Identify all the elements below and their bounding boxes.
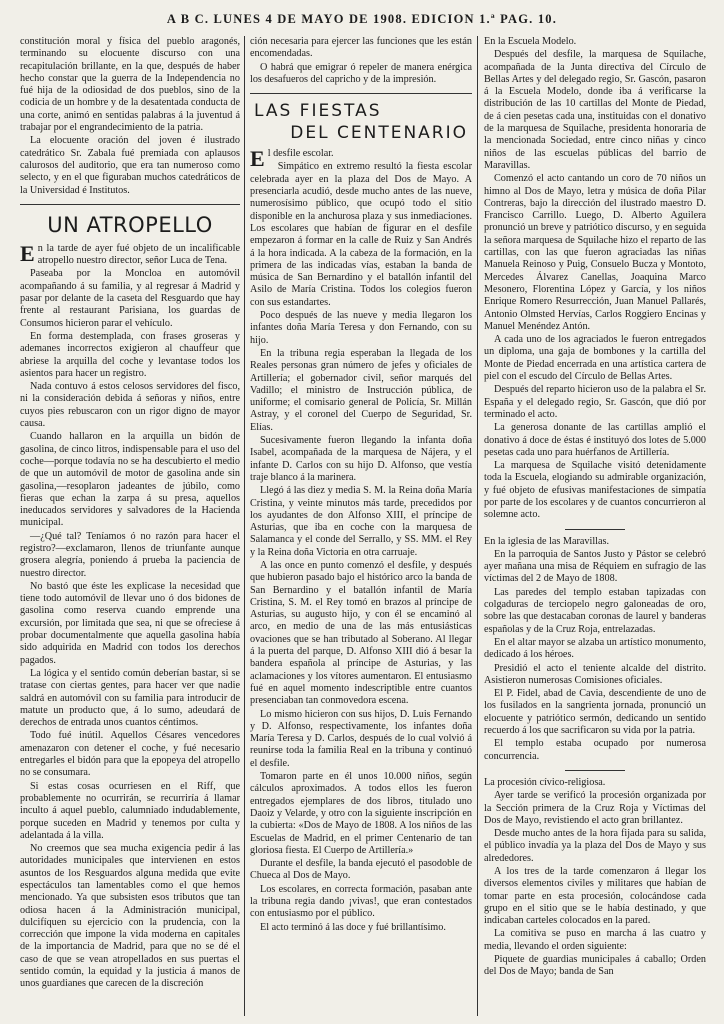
column-rule xyxy=(477,36,478,1016)
article-paragraph: Llegó á las diez y media S. M. la Reina doña María Cristina, y veinte minutos más tarde, precedidos por los ayudantes de don Alfonso XIII, el príncipe de Asturias, que iba en coche con la marquesa de Salamanca y el conde del Serrallo, y SS. MM. el Rey y la Reina doña Victoria en otra carruaje. xyxy=(250,485,472,558)
article-paragraph: Simpático en extremo resultó la fiesta escolar celebrada ayer en la plaza del Dos de Mayo. A presenciarla acudió, desde mucho antes de las nueve, numerosísimo público, que ocupó todo el sitio disponible en la anchurosa plaza y sus inmediaciones. Los escolares que habían de figurar en el desfile empezaron á formar en la calle de Ruiz y San Andrés á la hora indicada. A la cabeza de la formación, en la primera de las indicadas vías, estaban la banda de música de San Bernardino y el batallón infantil del Asilo de María Cristina. Todos los colegios fueron con sus estandartes. xyxy=(250,161,472,308)
column-1 xyxy=(20,36,240,1016)
article-paragraph: Lo mismo hicieron con sus hijos, D. Luis Fernando y D. Alfonso, respectivamente, los infantes doña María Teresa y D. Carlos, después de lo cual volvió á reunirse toda la familia Real en la tribuna y continuó el desfile. xyxy=(250,708,472,769)
article-paragraph: Las paredes del templo estaban tapizadas con colgaduras de terciopelo negro galoneadas de oro, sobre las que destacaban coronas de laurel y banderas españolas y de la Cruz Roja, entrelazadas. xyxy=(484,586,706,635)
article-paragraph: La marquesa de Squilache visitó detenidamente toda la Escuela, elogiando su admirable organización, y fué objeto de efusivas manifestaciones de simpatía por parte de los escolares y de cuantos concurrieron al solemne acto. xyxy=(484,460,706,521)
page-header: A B C. LUNES 4 DE MAYO DE 1908. EDICION 1.ª PAG. 10. xyxy=(166,12,558,26)
drop-cap: E xyxy=(20,240,35,266)
section-subhead: En la Escuela Modelo. xyxy=(484,36,577,47)
section-subhead: En la iglesia de las Maravillas. xyxy=(484,535,610,547)
article-paragraph: Si estas cosas ocurriesen en el Riff, que probablemente no ocurrirán, se recurriría á llamar inculto á aquel pueblo, calumniado indudablemente, porque suceden en Madrid y tenemos por culta y adelantada á la villa. xyxy=(20,780,240,841)
article-continuation: ción necesaria para ejercer las funciones que les están encomendadas. xyxy=(250,36,472,60)
separator xyxy=(565,529,625,530)
article-paragraph: A los tres de la tarde comenzaron á llegar los diversos elementos civiles y militares que habían de tomar parte en esta procesión, colocándose cada grupo en el sitio que se le había destinado, y que indicaban carteles colocados en la pared. xyxy=(484,866,706,927)
article-paragraph: El templo estaba ocupado por numerosa concurrencia. xyxy=(484,738,706,762)
article-paragraph: Presidió el acto el teniente alcalde del distrito. Asistieron numerosas Comisiones oficiales. xyxy=(484,662,706,686)
section-subhead: La procesión cívico-religiosa. xyxy=(484,776,606,788)
article-paragraph: La lógica y el sentido común deberían bastar, si se tratase con ciertas gentes, para hacer ver que nadie saldrá en automóvil con su familia para introducir de matute un producto que, á lo sumo, adeudará de derechos de entrada unos cuantos céntimos. xyxy=(20,667,240,729)
article-paragraph: Desde mucho antes de la hora fijada para su salida, el público invadía ya la plaza del Dos de Mayo y sus alrededores. xyxy=(484,828,706,864)
column-3 xyxy=(484,36,706,1016)
article-paragraph: La generosa donante de las cartillas amplió el donativo á doce de éstas é instituyó dos lotes de 5.000 pesetas cada uno para huérfanos de Artillería. xyxy=(484,422,706,458)
article-paragraph: Nada contuvo á estos celosos servidores del fisco, ni la consideración debida á señoras y niños, entre cuyos pies rebuscaron con un rigor digno de mayor causa. xyxy=(20,381,240,430)
article-paragraph: No creemos que sea mucha exigencia pedir á las autoridades municipales que intervienen en estos asuntos de los Resguardos alguna medida que evite espectáculos tan lamentables como el que hemos mencionado. Ya que subsisten esos tributos que tan odiosa hacen á la Administración municipal, dulcifíquen su ejercicio con la prudencia, con la corrección que impone la vida moderna en capitales de la importancia de Madrid, para que no se dé el caso de que se vean atropellados en sus puertas el sentido común, la equidad y la justicia á manos de unos guardianes que carecen de la discreción xyxy=(20,843,240,990)
article-paragraph: Sucesivamente fueron llegando la infanta doña Isabel, acompañada de la marquesa de Nájera, y el infante D. Carlos con su hijo D. Alfonso, que vestía traje blanco á la marinera. xyxy=(250,435,472,483)
article-paragraph: Tomaron parte en él unos 10.000 niños, según cálculos aproximados. A todos ellos les fueron entregados ejemplares de dos libros, titulado uno Daoiz y Velarde, y otro con la siguiente inscripción en la cubierta: «Dos de Mayo de 1808. A los niños de las Escuelas de Madrid, en el primer Centenario de tan gloriosa fiesta. El Cuerpo de Artillería.» xyxy=(250,771,472,856)
article-paragraph: Comenzó el acto cantando un coro de 70 niños un himno al Dos de Mayo, letra y música de doña Pilar Contreras, bajo la dirección del ilustrado maestro D. Francisco Carrillo. Luego, D. Alberto Aguilera pronunció un breve y patriótico discurso, y en seguida la señora marquesa de Squilache hizo el reparto de las cartillas, con las que fueron agraciadas las niñas Manuela Reinoso y Puig, Consuelo Bucza y Montoto, Mercedes Álvarez Canellas, Joaquina Marco Mesonero, Florentina López y García, y los niños Enrique Romero Resurrección, Juan Manuel Pallarés, Antonio Olmsted Hervías, Carlos Roggiero Encinas y Manuel Menéndez Antón. xyxy=(484,173,706,332)
article-paragraph: Después del desfile, la marquesa de Squilache, acompañada de la Junta directiva del Círculo de Bellas Artes y del delegado regio, Sr. Gascón, pasaron á la Escuela Modelo, donde iba á verificarse la distribución de las 10 cartillas del Monte de Piedad, de á cien pesetas cada una, instituidas con el donativo de la marquesa de Squilache, presidenta honoraria de la mencionada Sociedad, entre cinco niñas y cinco niños de las escuelas públicas del barrio de Maravillas. xyxy=(484,49,706,171)
separator xyxy=(565,770,625,771)
headline-line-2: DEL CENTENARIO xyxy=(290,123,468,144)
column-2 xyxy=(250,36,472,1016)
article-paragraph: —¿Qué tal? Teníamos ó no razón para hacer el registro?—exclamaron, llenos de triunfante aunque grosera alegría, poniendo á prueba la paciencia de nuestro director. xyxy=(20,530,240,579)
separator xyxy=(20,204,240,205)
headline-atropello: UN ATROPELLO xyxy=(47,212,213,237)
article-paragraph: La elocuente oración del joven é ilustrado catedrático Sr. Zabala fué premiada con aplausos calurosos del auditorio, que era tan numeroso como selecto, y en el que figuraban muchos catedráticos de la Universidad é Institutos. xyxy=(20,135,240,196)
drop-cap: E xyxy=(250,146,265,172)
article-paragraph: Los escolares, en correcta formación, pasaban ante la tribuna regia dando ¡vivas!, que eran contestados con entusiasmo por el público. xyxy=(250,883,472,920)
headline-fiestas xyxy=(250,100,472,144)
article-paragraph: Ayer tarde se verificó la procesión organizada por la Sección primera de la Cruz Roja y Víctimas del Dos de Mayo, revistiendo el acto gran brillantez. xyxy=(484,790,706,826)
column-rule xyxy=(244,36,245,1016)
article-paragraph: Durante el desfile, la banda ejecutó el pasodoble de Chueca al Dos de Mayo. xyxy=(250,858,472,882)
article-lead: En la tarde de ayer fué objeto de un incalificable atropello nuestro director, señor Luca de Tena. xyxy=(20,240,240,267)
article-paragraph: El acto terminó á las doce y fué brillantísimo. xyxy=(260,921,446,933)
article-paragraph: A las once en punto comenzó el desfile, y después que hubieron pasado bajo el histórico arco la banda de San Bernardino y el batallón infantil de María Cristina, S. M. el Rey tomó en brazos al príncipe de Asturias, su augusto hijo, y con él se encaminó al arco, en medio de una de las más entusiásticas ovaciones que se han tributado al Soberano. Al llegar á la puerta del parque, D. Alfonso XIII dió á besar la bandera española al príncipe de Asturias, y las aclamaciones y los vítores aumentaron. El entusiasmo fué en aquel momento indescriptible entre cuantos presenciaban tan conmovedora escena. xyxy=(250,559,472,707)
article-paragraph: En la tribuna regia esperaban la llegada de los Reales personas gran número de jefes y oficiales de Artillería; el gobernador civil, señor marqués del Vadillo; el ministro de Instrucción pública, de uniforme; el comisario general de Policía, Sr. Millán Astray, y el coronel del Cuerpo de Seguridad, Sr. Elías. xyxy=(250,347,472,433)
article-paragraph: En el altar mayor se alzaba un artístico monumento, dedicado á los héroes. xyxy=(484,636,706,661)
article-paragraph: No bastó que éste les explicase la necesidad que tiene todo automóvil de llevar uno ó dos bidones de gasolina como reserva cuando emprende una excursión, por limitada que sea, ni que se ofreciese á probar documentalmente que aquella gasolina había sido adquirida en Madrid con todos los derechos pagados. xyxy=(20,580,240,666)
article-paragraph: Después del reparto hicieron uso de la palabra el Sr. España y el delegado regio, Sr. Gascón, que dió por terminado el acto. xyxy=(484,384,706,420)
article-paragraph: Cuando hallaron en la arquilla un bidón de gasolina, de cinco litros, indispensable para el uso del coche—porque todavía no se ha descubierto el medio de que un automóvil de motor de gasolina ande sin gasolina,—resoplaron jadeantes de júbilo, como fieras que echan la zarpa á su presa, aquellos ineducados servidores y salvadores de la Hacienda municipal. xyxy=(20,431,240,529)
article-paragraph: A cada uno de los agraciados le fueron entregados un diploma, una gaja de bombones y la cartilla del Monte de Piedad encerrada en una artística cartera de piel con el escudo del Círculo de Bellas Artes. xyxy=(484,334,706,383)
article-paragraph: Piquete de guardias municipales á caballo; Orden del Dos de Mayo; banda de San xyxy=(484,954,706,978)
article-paragraph: Todo fué inútil. Aquellos Césares vencedores amenazaron con detener el coche, y fué necesario entregarles el bidón para que la epopeya del atropello no se consumara. xyxy=(20,730,240,779)
headline-line-1: LAS FIESTAS xyxy=(254,101,382,122)
article-paragraph: Poco después de las nueve y media llegaron los infantes doña María Teresa y don Fernando, con su hijo. xyxy=(250,310,472,346)
article-paragraph: La comitiva se puso en marcha á las cuatro y media, llevando el orden siguiente: xyxy=(484,928,706,952)
article-paragraph: En la parroquia de Santos Justo y Pástor se celebró ayer mañana una misa de Réquiem en sufragio de las víctimas del 2 de Mayo de 1808. xyxy=(484,548,706,585)
article-paragraph: El P. Fidel, abad de Cavia, descendiente de uno de los fusilados en la sangrienta jornada, pronunció un elocuente y patriótico sermón, dedicando un sentido recuerdo á los que sacrificaron su vida por la patria. xyxy=(484,688,706,737)
separator xyxy=(250,93,472,94)
article-paragraph: Paseaba por la Moncloa en automóvil acompañando á su familia, y al regresar á Madrid y pasar por delante de la caseta del Resguardo que hay frente al restaurant Parisiana, los guardas de Consumos hicieron parar el vehículo. xyxy=(20,268,240,329)
article-continuation: constitución moral y física del pueblo aragonés, terminando su elocuente discurso con una recapitulación brillante, en la que, después de haber hecho constar que la guerra de la Independencia no fué hija de la odiosidad de dos pueblos, sino de la codicia de un hombre y de la desatentada conducta de una corte, animó en sentidas palabras á la juventud á trabajar por el engrandecimiento de la patria. xyxy=(20,36,240,134)
article-paragraph: En forma destemplada, con frases groseras y ademanes incorrectos exigieron al chauffeur que abriese la arquilla del coche y levantase todos los asientos para hacer un registro. xyxy=(20,330,240,379)
article-lead: El desfile escolar. xyxy=(250,146,334,172)
article-paragraph: O habrá que emigrar ó repeler de manera enérgica los desafueros del capricho y de la impresión. xyxy=(250,61,472,85)
